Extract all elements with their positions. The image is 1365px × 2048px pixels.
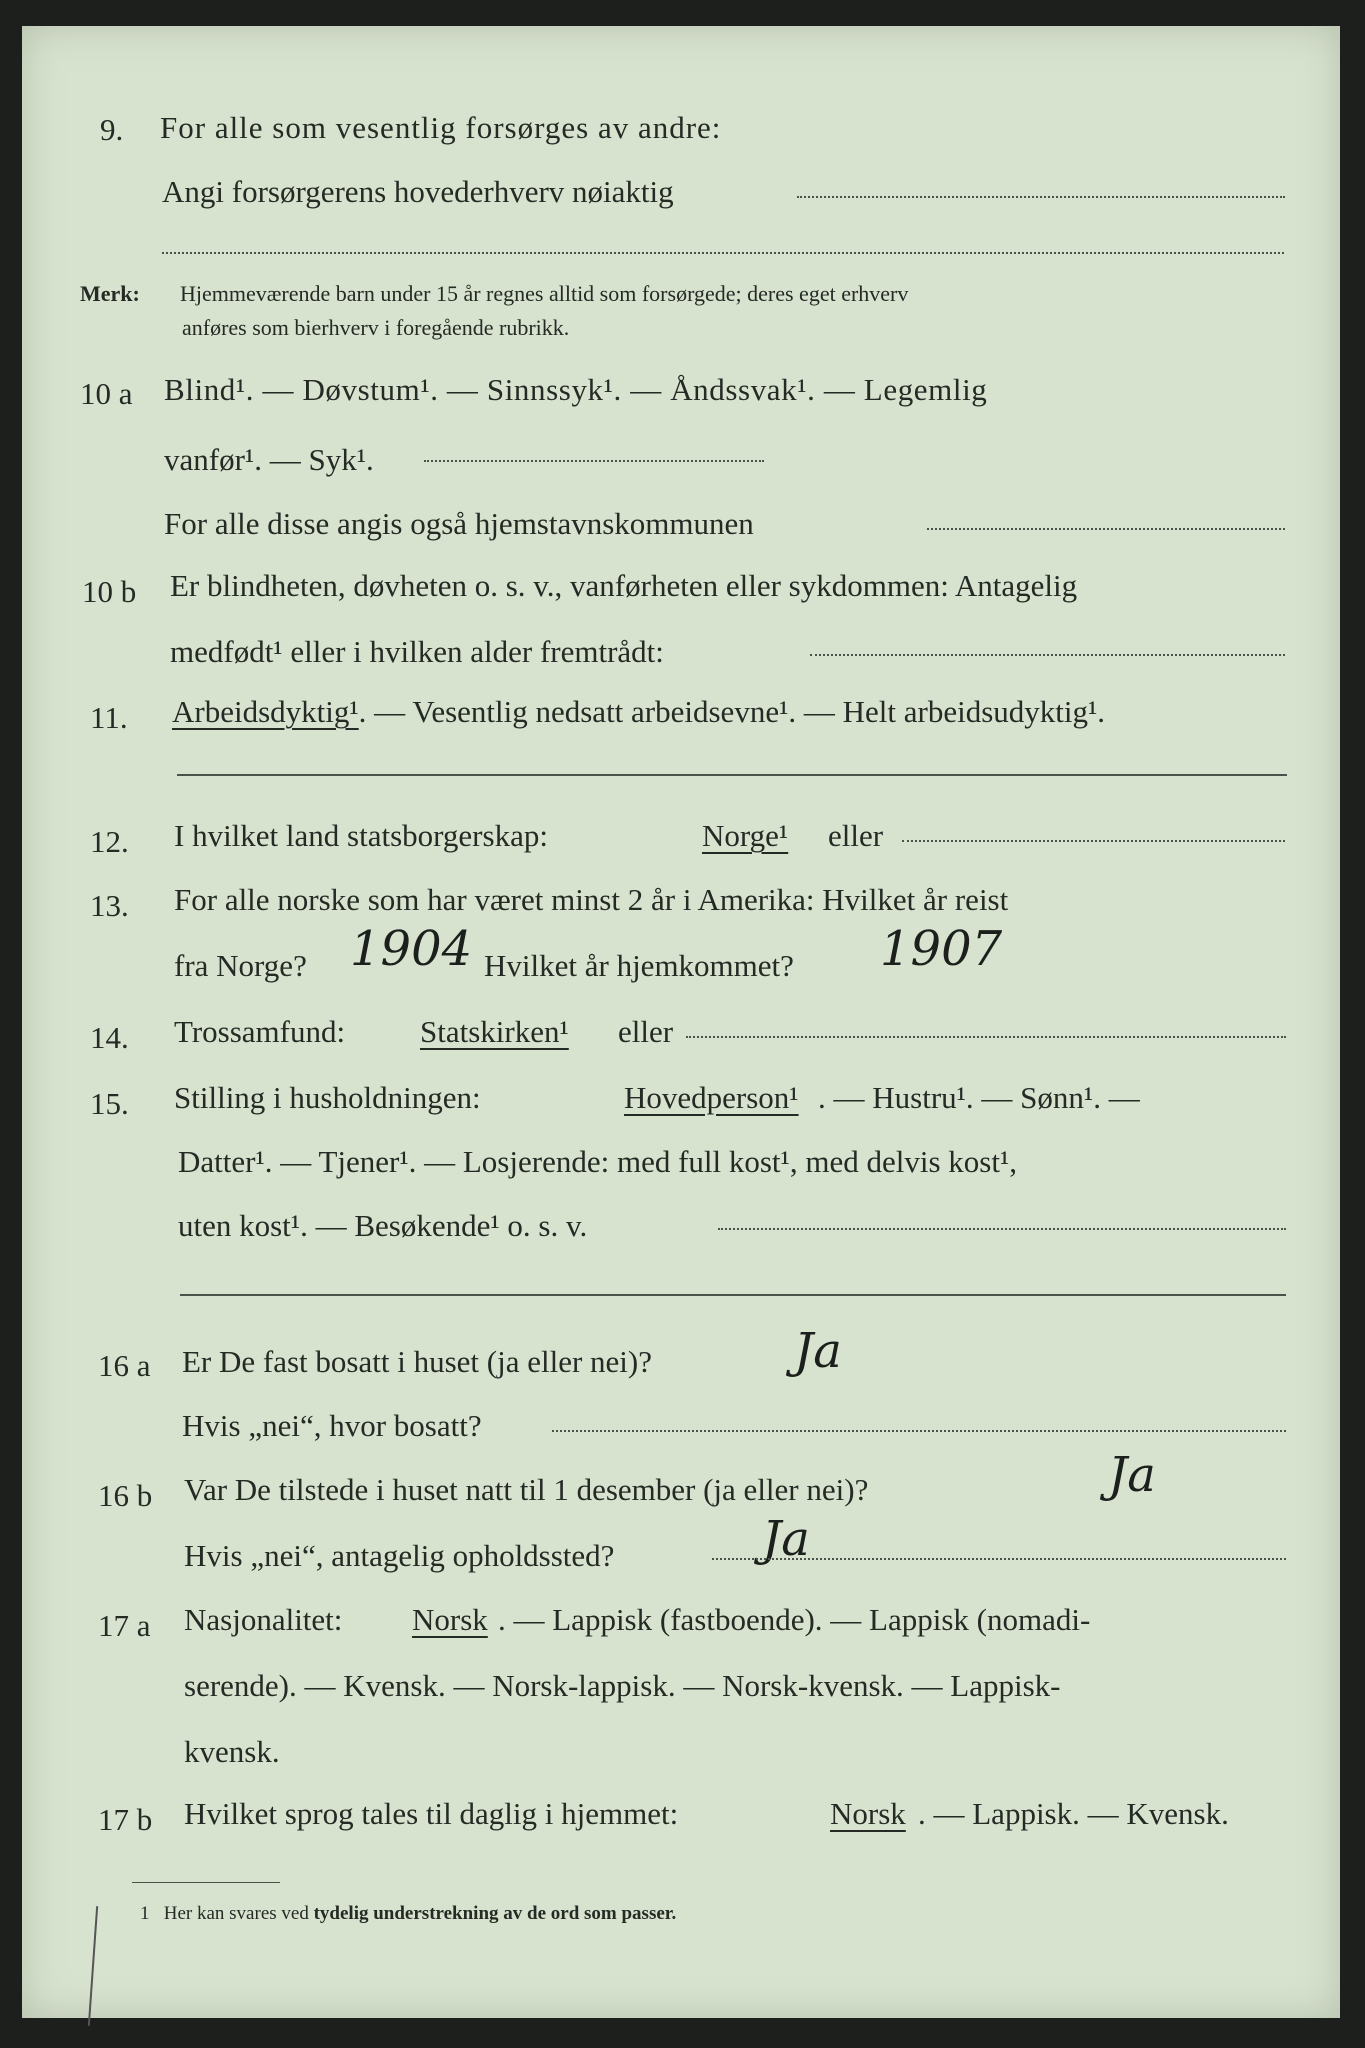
footnote-mark: 1 [140, 1903, 150, 1924]
q16b-answer-opholdssted: Ja [762, 1511, 810, 1567]
q15-hovedperson-underlined: Hovedperson¹ [624, 1080, 799, 1115]
q17a-line2: serende). — Kvensk. — Norsk-lappisk. — Norsk-kvensk. — Lappisk- [184, 1668, 1061, 1703]
q14-statskirken-underlined: Statskirken¹ [420, 1014, 569, 1049]
q10a-line2: vanfør¹. — Syk¹. [164, 442, 374, 477]
merk-label: Merk: [80, 281, 140, 306]
q10a-line3: For alle disse angis også hjemstavnskommunen [164, 506, 754, 541]
q10b-number: 10 b [82, 574, 137, 609]
q17b-norsk-underlined: Norsk [830, 1796, 906, 1831]
q13-number: 13. [90, 888, 129, 923]
q12-answer-line [902, 840, 1285, 842]
q12-prefix: I hvilket land statsborgerskap: [174, 818, 548, 853]
q11-arbeidsdyktig-underlined: Arbeidsdyktig¹ [172, 694, 359, 729]
q16b-answer-line [712, 1558, 1286, 1560]
q9-answer-line [797, 196, 1285, 198]
q14-prefix: Trossamfund: [174, 1014, 346, 1049]
q15-rest: . — Hustru¹. — Sønn¹. — [818, 1080, 1140, 1115]
q13-answer-reist: 1904 [350, 921, 473, 977]
footnote-bold: tydelig understrekning av de ord som passer. [313, 1903, 677, 1924]
q13-line2b: Hvilket år hjemkommet? [484, 948, 794, 983]
footnote [140, 1902, 676, 1926]
q14-answer-line [686, 1036, 1286, 1038]
q11-rest: . — Vesentlig nedsatt arbeidsevne¹. — Helt arbeidsudyktig¹. [358, 694, 1106, 729]
q16a-answer-line [552, 1430, 1286, 1432]
q16b-line1: Var De tilstede i huset natt til 1 desember (ja eller nei)? [184, 1472, 869, 1507]
q16b-answer-tilstede: Ja [1108, 1447, 1156, 1503]
q15-line2: Datter¹. — Tjener¹. — Losjerende: med full kost¹, med delvis kost¹, [178, 1144, 1017, 1179]
q17a-rest: . — Lappisk (fastboende). — Lappisk (nomadi- [498, 1602, 1091, 1637]
merk-line2: anføres som bierhverv i foregående rubrikk. [182, 315, 570, 340]
q16a-line2: Hvis „nei“, hvor bosatt? [182, 1408, 482, 1443]
q9-answer-line-2 [162, 252, 1284, 254]
q17b-prefix: Hvilket sprog tales til daglig i hjemmet: [184, 1796, 679, 1831]
q13-line1: For alle norske som har været minst 2 år i Amerika: Hvilket år reist [174, 882, 1009, 917]
q15-answer-line [718, 1228, 1286, 1230]
merk-line1: Hjemmeværende barn under 15 år regnes alltid som forsørgede; deres eget erhverv [180, 281, 909, 306]
q16a-line1: Er De fast bosatt i huset (ja eller nei)? [182, 1344, 652, 1379]
q10b-line2: medfødt¹ eller i hvilken alder fremtrådt: [170, 634, 664, 669]
margin-pencil-mark [88, 1906, 98, 2026]
q14-suffix: eller [618, 1014, 674, 1049]
q13-line2a: fra Norge? [174, 948, 307, 983]
census-form-page [22, 26, 1340, 2018]
q9-number: 9. [100, 112, 124, 147]
q15-separator [180, 1294, 1286, 1296]
q12-number: 12. [90, 824, 129, 859]
q12-suffix: eller [828, 818, 884, 853]
q10a-answer-line [424, 460, 764, 462]
q11-number: 11. [90, 700, 128, 735]
q9-line1: For alle som vesentlig forsørges av andre: [160, 110, 722, 145]
q16b-number: 16 b [98, 1478, 153, 1513]
q11-line [172, 692, 1105, 732]
q15-number: 15. [90, 1086, 129, 1121]
q10a-number: 10 a [80, 376, 133, 411]
q16b-line2: Hvis „nei“, antagelig opholdssted? [184, 1538, 615, 1573]
q16a-answer: Ja [794, 1323, 842, 1379]
q10b-answer-line [810, 654, 1285, 656]
footnote-rule [132, 1882, 280, 1883]
q12-norge-underlined: Norge¹ [702, 818, 789, 853]
q10a-line1: Blind¹. — Døvstum¹. — Sinnssyk¹. — Åndssvak¹. — Legemlig [164, 372, 988, 407]
q17a-prefix: Nasjonalitet: [184, 1602, 343, 1637]
q15-line3: uten kost¹. — Besøkende¹ o. s. v. [178, 1208, 588, 1243]
q17a-number: 17 a [98, 1608, 151, 1643]
q17b-rest: . — Lappisk. — Kvensk. [918, 1796, 1229, 1831]
q17b-number: 17 b [98, 1802, 153, 1837]
q16a-number: 16 a [98, 1348, 151, 1383]
q17a-line3: kvensk. [184, 1734, 280, 1769]
q17a-norsk-underlined: Norsk [412, 1602, 488, 1637]
q15-prefix: Stilling i husholdningen: [174, 1080, 481, 1115]
q11-answer-line [177, 774, 1287, 776]
q14-number: 14. [90, 1020, 129, 1055]
q10b-line1: Er blindheten, døvheten o. s. v., vanførheten eller sykdommen: Antagelig [170, 568, 1078, 603]
q13-answer-hjemkommet: 1907 [880, 921, 1003, 977]
q10a-hjemstavn-line [927, 528, 1285, 530]
q9-line2: Angi forsørgerens hovederhverv nøiaktig [162, 174, 674, 209]
footnote-prefix: Her kan svares ved [163, 1903, 309, 1924]
